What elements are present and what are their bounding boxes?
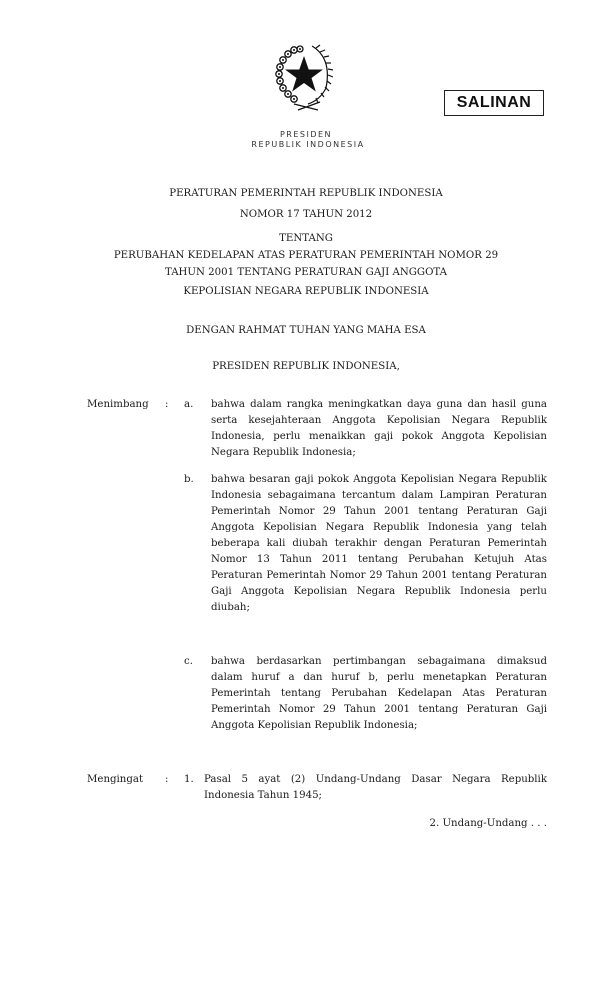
regulation-type: PERATURAN PEMERINTAH REPUBLIK INDONESIA [169, 188, 443, 199]
subject-line-1: PERUBAHAN KEDELAPAN ATAS PERATURAN PEMERINTAH NOMOR 29 [113, 250, 499, 261]
legal-basis-1: Pasal 5 ayat (2) Undang-Undang Dasar Negara Republik Indonesia Tahun 1945; [204, 774, 547, 801]
mengingat-colon: : [165, 774, 169, 785]
tentang-heading: TENTANG [279, 233, 333, 244]
page-continuation: 2. Undang-Undang . . . [429, 818, 547, 829]
office-line-presiden: PRESIDEN [279, 130, 333, 139]
subject-line-3: KEPOLISIAN NEGARA REPUBLIK INDONESIA [183, 286, 429, 297]
item-marker-b: b. [184, 474, 194, 485]
regulation-number: NOMOR 17 TAHUN 2012 [239, 209, 373, 220]
consideration-c: bahwa berdasarkan pertimbangan sebagaimana dimaksud dalam huruf a dan huruf b, perlu menetapkan Peraturan Pemerintah tentang Perubahan Kedelapan Atas Peraturan Pemerintah Nomor 29 Tahun 2001 tentang Peraturan Gaji Anggota Kepolisian Republik Indonesia; [211, 656, 547, 731]
subject-line-2: TAHUN 2001 TENTANG PERATURAN GAJI ANGGOTA [164, 267, 448, 278]
consideration-a: bahwa dalam rangka meningkatkan daya guna dan hasil guna serta kesejahteraan Anggota Kepolisian Negara Republik Indonesia, perlu menaikkan gaji pokok Anggota Kepolisian Negara Republik Indonesia; [211, 399, 547, 458]
menimbang-label: Menimbang [87, 399, 149, 410]
invocation: DENGAN RAHMAT TUHAN YANG MAHA ESA [186, 325, 426, 336]
mengingat-label: Mengingat [87, 774, 144, 785]
salinan-stamp: SALINAN [444, 90, 544, 116]
menimbang-colon: : [165, 399, 169, 410]
item-marker-a: a. [184, 399, 194, 410]
consideration-b: bahwa besaran gaji pokok Anggota Kepolisian Negara Republik Indonesia sebagaimana tercantum dalam Lampiran Peraturan Pemerintah Nomor 29 Tahun 2001 tentang Peraturan Gaji Anggota Kepolisian Negara Republik Indonesia yang telah beberapa kali diubah terakhir dengan Peraturan Pemerintah Nomor 13 Tahun 2011 tentang Perubahan Ketujuh Atas Peraturan Pemerintah Nomor 29 Tahun 2001 tentang Peraturan Gaji Anggota Kepolisian Negara Republik Indonesia perlu diubah; [211, 474, 547, 613]
item-marker-1: 1. [184, 774, 194, 785]
office-line-republik: REPUBLIK INDONESIA [251, 140, 365, 149]
item-marker-c: c. [184, 656, 193, 667]
issuer: PRESIDEN REPUBLIK INDONESIA, [212, 361, 400, 372]
garuda-star-emblem-icon [274, 40, 336, 114]
